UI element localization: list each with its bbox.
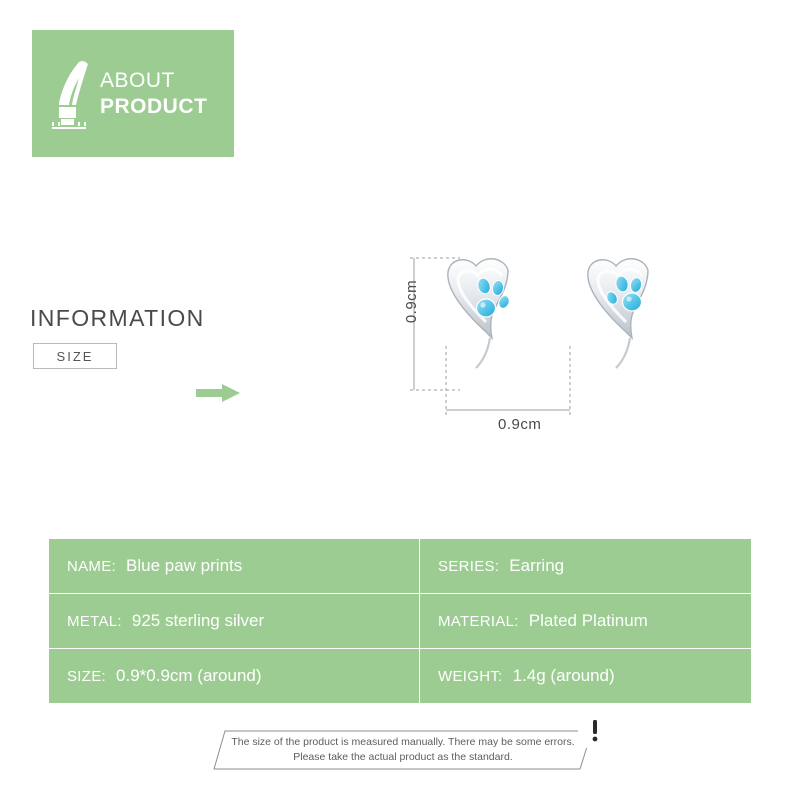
green-arrow-icon bbox=[196, 383, 242, 403]
information-heading: INFORMATION bbox=[30, 305, 205, 331]
about-line-2: PRODUCT bbox=[100, 94, 208, 118]
spec-cell-metal bbox=[49, 594, 420, 649]
spec-label: MATERIAL: bbox=[438, 613, 519, 630]
exclamation-icon bbox=[578, 714, 612, 748]
spec-label: WEIGHT: bbox=[438, 668, 503, 685]
disclaimer-banner bbox=[213, 730, 593, 770]
spec-cell-size bbox=[49, 649, 420, 704]
spec-value: Plated Platinum bbox=[528, 611, 648, 630]
size-tag: SIZE bbox=[33, 343, 117, 369]
about-product-text bbox=[100, 68, 207, 119]
spec-label: METAL: bbox=[67, 613, 122, 630]
spec-value: 0.9*0.9cm (around) bbox=[116, 666, 262, 685]
dimension-width-label: 0.9cm bbox=[498, 416, 542, 433]
spec-cell-series bbox=[420, 539, 752, 594]
product-image bbox=[400, 250, 750, 440]
disclaimer-line-2: Please take the actual product as the standard. bbox=[293, 751, 513, 763]
table-row bbox=[49, 649, 752, 704]
spec-value: 925 sterling silver bbox=[131, 611, 265, 630]
spec-cell-material bbox=[420, 594, 752, 649]
spec-value: Earring bbox=[509, 556, 565, 575]
specifications-table bbox=[48, 538, 752, 704]
table-row bbox=[49, 594, 752, 649]
dimension-height-label: 0.9cm bbox=[403, 279, 421, 324]
spec-cell-weight bbox=[420, 649, 752, 704]
spec-label: SIZE: bbox=[67, 668, 107, 685]
disclaimer-text bbox=[213, 730, 593, 770]
quill-pen-icon bbox=[46, 58, 92, 130]
spec-cell-name bbox=[49, 539, 420, 594]
about-product-badge bbox=[32, 30, 234, 157]
about-line-1: ABOUT bbox=[100, 68, 175, 92]
spec-value: 1.4g (around) bbox=[512, 666, 615, 685]
spec-label: NAME: bbox=[67, 558, 117, 575]
spec-value: Blue paw prints bbox=[126, 556, 243, 575]
table-row bbox=[49, 539, 752, 594]
disclaimer-line-1: The size of the product is measured manually. There may be some errors. bbox=[231, 735, 575, 748]
spec-label: SERIES: bbox=[438, 558, 500, 575]
